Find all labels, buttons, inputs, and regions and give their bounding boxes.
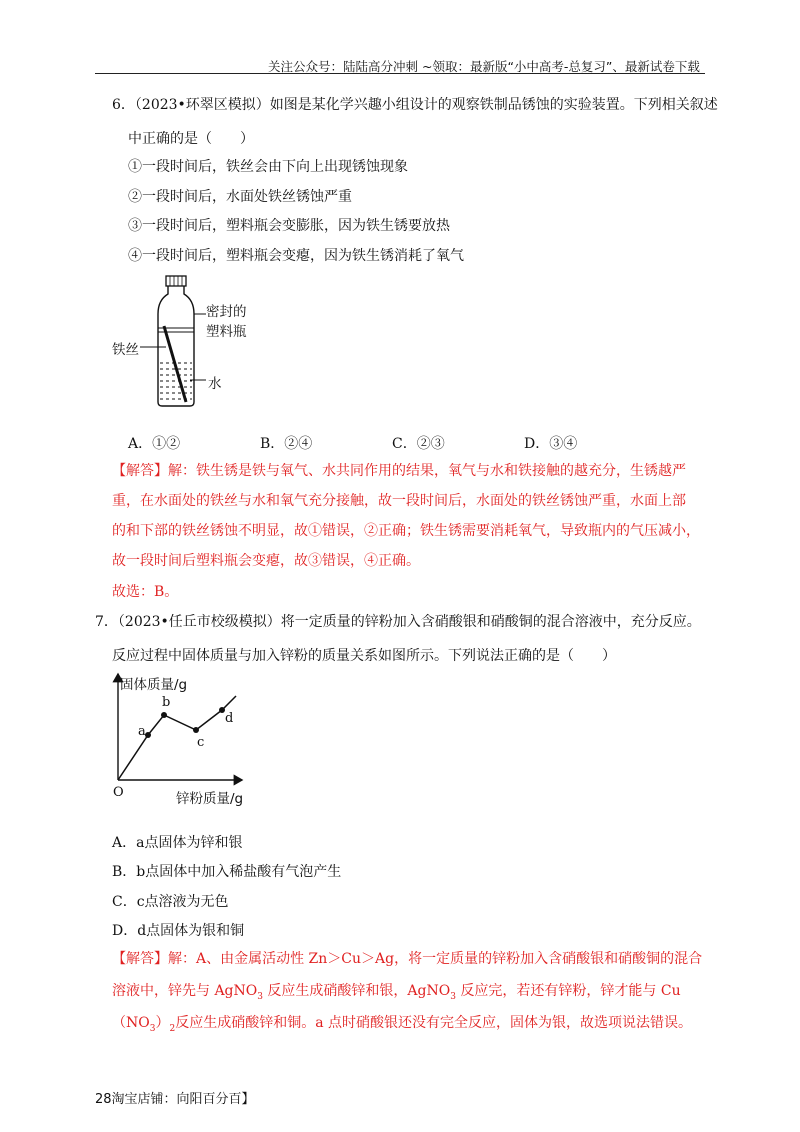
q6-option-c: C．②③ bbox=[392, 436, 445, 452]
q6-answer-line2: 重，在水面处的铁丝与水和氧气充分接触，故一段时间后，水面处的铁丝锈蚀严重，水面上部 bbox=[112, 493, 686, 509]
q7-option-a: A．a点固体为锌和银 bbox=[112, 835, 243, 851]
q7-option-c: C．c点溶液为无色 bbox=[112, 894, 229, 910]
q6-stem-line1: 6．（2023•环翠区模拟）如图是某化学兴趣小组设计的观察铁制品锈蚀的实验装置。下列相关叙述 bbox=[112, 97, 718, 113]
q7-answer-line1: 【解答】解：A、由金属活动性 Zn＞Cu＞Ag，将一定质量的锌粉加入含硝酸银和硝酸铜的混合 bbox=[112, 951, 703, 967]
q6-statement-1: ①一段时间后，铁丝会由下向上出现锈蚀现象 bbox=[128, 159, 408, 175]
label-sealed: 密封的 bbox=[206, 304, 247, 320]
q7-option-d: D．d点固体为银和铜 bbox=[112, 923, 245, 939]
graph-x-label: 锌粉质量/g bbox=[176, 791, 244, 807]
q6-statement-2: ②一段时间后，水面处铁丝锈蚀严重 bbox=[128, 189, 352, 205]
label-iron-wire: 铁丝 bbox=[112, 342, 139, 358]
graph-y-label: 固体质量/g bbox=[120, 677, 188, 693]
q6-option-a: A．①② bbox=[128, 436, 181, 452]
q6-answer-line4: 故一段时间后塑料瓶会变瘪，故③错误，④正确。 bbox=[112, 553, 420, 569]
graph-label-d: d bbox=[225, 711, 234, 726]
q7-stem-line2: 反应过程中固体质量与加入锌粉的质量关系如图所示。下列说法正确的是（ ） bbox=[112, 648, 616, 664]
point-b bbox=[161, 712, 167, 718]
iron-wire bbox=[164, 326, 186, 402]
graph-origin: O bbox=[113, 785, 124, 800]
bottle-cap bbox=[166, 276, 186, 286]
label-plastic-bottle: 塑料瓶 bbox=[206, 324, 247, 340]
q6-option-d: D．③④ bbox=[524, 436, 578, 452]
q6-answer-line5: 故选：B。 bbox=[112, 584, 179, 600]
q6-stem-line2: 中正确的是（ ） bbox=[128, 131, 254, 147]
q7-option-b: B．b点固体中加入稀盐酸有气泡产生 bbox=[112, 864, 342, 880]
mass-curve bbox=[118, 696, 236, 780]
q6-option-b: B．②④ bbox=[260, 436, 313, 452]
bottle-outline bbox=[158, 286, 194, 406]
graph-label-a: a bbox=[138, 724, 146, 739]
label-water: 水 bbox=[208, 376, 222, 392]
header-rule bbox=[95, 73, 705, 74]
q6-answer-line1: 【解答】解：铁生锈是铁与氧气、水共同作用的结果，氧气与水和铁接触的越充分，生锈越严 bbox=[112, 463, 686, 479]
q6-statement-4: ④一段时间后，塑料瓶会变瘪，因为铁生锈消耗了氧气 bbox=[128, 248, 464, 264]
page-footer: 28淘宝店铺：向阳百分百】 bbox=[95, 1092, 255, 1107]
q6-answer-line3: 的和下部的铁丝锈蚀不明显，故①错误，②正确；铁生锈需要消耗氧气，导致瓶内的气压减小， bbox=[112, 523, 700, 539]
graph-label-b: b bbox=[162, 695, 171, 710]
q6-statement-3: ③一段时间后，塑料瓶会变膨胀，因为铁生锈要放热 bbox=[128, 218, 450, 234]
q7-answer-line3: $(NO_3)_2$反应生成硝酸锌和铜。a 点时硝酸银还没有完全反应，固体为银，故选项说法错误。 bbox=[112, 1015, 692, 1034]
q7-stem-line1: 7．（2023•任丘市校级模拟）将一定质量的锌粉加入含硝酸银和硝酸铜的混合溶液中，充分反应。 bbox=[95, 614, 701, 630]
q7-answer-line2: 溶液中，锌先与 AgNO$_3$ 反应生成硝酸锌和银，AgNO$_3$ 反应完，若还有锌粉，锌才能与 Cu bbox=[112, 983, 681, 1002]
graph-label-c: c bbox=[197, 735, 205, 750]
page-header: 关注公众号：陆陆高分冲刺 ~领取：最新版“小中高考-总复习”、最新试卷下载 bbox=[268, 59, 700, 74]
point-c bbox=[193, 727, 199, 733]
